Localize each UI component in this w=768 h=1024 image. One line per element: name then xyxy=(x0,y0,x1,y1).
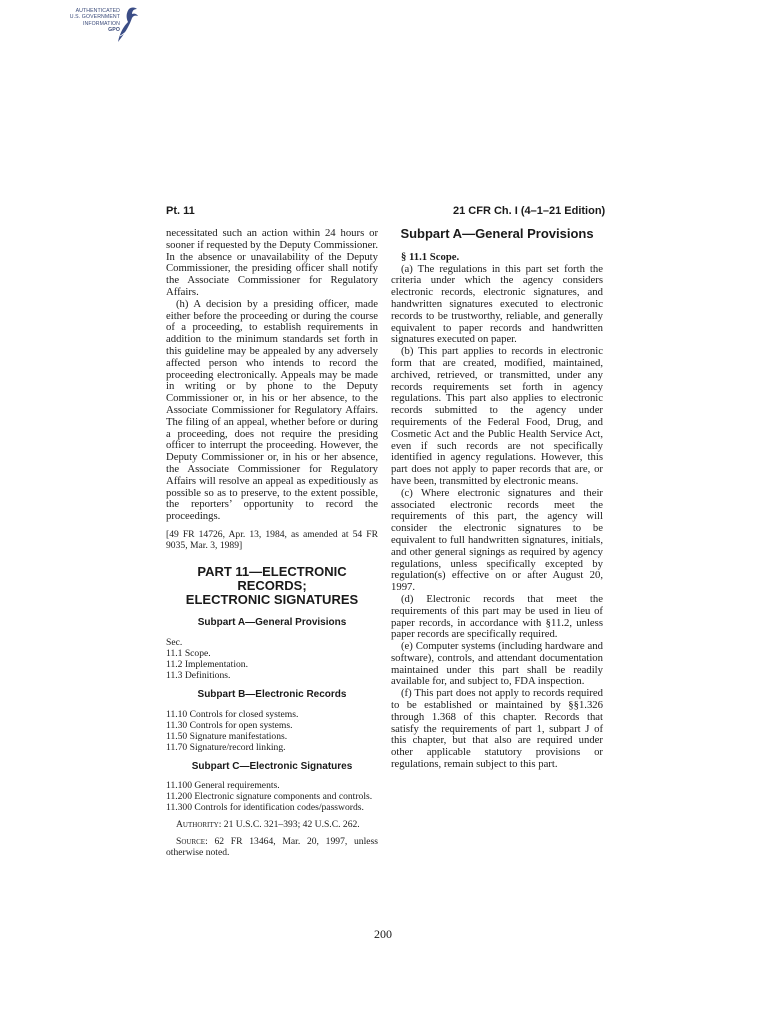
part-title-line: PART 11—ELECTRONIC RECORDS; xyxy=(197,563,347,593)
gpo-authentication-logo xyxy=(58,6,142,44)
paragraph-c: (c) Where electronic signatures and their associated electronic records meet the requirements of this part, the agency will consider the electronic signatures to be equivalent to full handwritten signatures, initials, and other general signings as required by agency regulations, unless specifically excepted by regulation(s) effective on or after August 20, 1997. xyxy=(391,486,603,594)
eagle-icon xyxy=(114,6,140,44)
running-header-left: Pt. 11 xyxy=(166,205,195,217)
source-label: Source xyxy=(176,836,206,848)
logo-line: U.S. GOVERNMENT xyxy=(69,14,120,21)
authority-text: : 21 U.S.C. 321–393; 42 U.S.C. 262. xyxy=(218,819,360,831)
part-title xyxy=(166,565,378,607)
right-column xyxy=(391,228,603,771)
toc-entry: 11.100 General requirements. xyxy=(166,780,280,792)
part-title-line: ELECTRONIC SIGNATURES xyxy=(185,591,359,607)
page-number: 200 xyxy=(374,927,392,941)
section-11-1-heading: § 11.1 Scope. xyxy=(401,250,460,263)
paragraph-f: (f) This part does not apply to records required to be established or maintained by §§1.326 through 1.368 of this chapter. Records that satisfy the requirements of part 1, subpart J of this chapter, but that also are required under other applicable statutory provisions or regulations, remain subject to this part. xyxy=(391,687,603,771)
toc-entry: 11.50 Signature manifestations. xyxy=(166,730,288,742)
toc-subpart-c-heading: Subpart C—Electronic Signatures xyxy=(191,760,353,772)
toc-subpart-a-heading: Subpart A—General Provisions xyxy=(197,616,347,628)
toc-entry: 11.300 Controls for identification codes/passwords. xyxy=(166,802,364,814)
toc-entry: 11.2 Implementation. xyxy=(166,658,248,670)
authority-label: Authority xyxy=(176,819,219,831)
toc-entry: 11.1 Scope. xyxy=(166,647,211,659)
paragraph-b: (b) This part applies to records in electronic form that are created, modified, maintained, archived, retrieved, or transmitted, under any records requirements set forth in agency regulations. This part also applies to electronic records submitted to the agency under requirements of the Federal Food, Drug, and Cosmetic Act and the Public Health Service Act, even if such records are not specifically identified in agency regulations. However, this part does not apply to paper records that are, or have been, transmitted by electronic means. xyxy=(391,345,603,487)
paragraph-a: (a) The regulations in this part set forth the criteria under which the agency considers electronic records, electronic signatures, and handwritten signatures executed to electronic records to be trustworthy, reliable, and generally equivalent to paper records and handwritten signatures executed on paper. xyxy=(391,262,603,346)
authority-note xyxy=(166,819,378,830)
logo-line: AUTHENTICATED xyxy=(75,8,120,14)
toc-subpart-c xyxy=(166,780,378,813)
source-note xyxy=(166,836,378,858)
toc-entry: 11.3 Definitions. xyxy=(166,669,231,681)
subpart-a-heading: Subpart A—General Provisions xyxy=(400,226,594,241)
paragraph-e: (e) Computer systems (including hardware and software), controls, and attendant documentation maintained under this part shall be readily available for, and subject to, FDA inspection. xyxy=(391,640,603,688)
paragraph-h: (h) A decision by a presiding officer, made either before the proceeding or during the course of a proceeding, to establish requirements in addition to the minimum standards set forth in this guideline may be appealed by any adversely affected person who intends to record the proceeding electronically. Appeals may be made in writing or by phone to the Deputy Commissioner or, in his or her absence, to the Associate Commissioner for Regulatory Affairs. The filing of an appeal, whether before or during a proceeding, does not require the presiding officer to interrupt the proceeding. However, the Deputy Commissioner or, in his or her absence, the Associate Commissioner for Regulatory Affairs will resolve an appeal as expeditiously as possible so as to preserve, to the extent possible, the reporters’ opportunity to record the proceedings. xyxy=(166,297,378,523)
toc-entry: 11.30 Controls for open systems. xyxy=(166,719,293,731)
toc-subpart-a xyxy=(166,637,378,681)
logo-gpo: GPO xyxy=(108,27,120,34)
paragraph-d: (d) Electronic records that meet the requirements of this part may be used in lieu of paper records, in accordance with §11.2, unless paper records are specifically required. xyxy=(391,592,603,641)
toc-sec-label: Sec. xyxy=(166,636,183,648)
source-citation: [49 FR 14726, Apr. 13, 1984, as amended at 54 FR 9035, Mar. 3, 1989] xyxy=(166,528,378,551)
toc-subpart-b-heading: Subpart B—Electronic Records xyxy=(197,688,347,700)
running-header-right: 21 CFR Ch. I (4–1–21 Edition) xyxy=(453,205,606,217)
toc-entry: 11.10 Controls for closed systems. xyxy=(166,708,299,720)
toc-entry: 11.70 Signature/record linking. xyxy=(166,741,286,753)
source-text: : 62 FR 13464, Mar. 20, 1997, unless otherwise noted. xyxy=(166,836,378,859)
toc-entry: 11.200 Electronic signature components and controls. xyxy=(166,791,373,803)
logo-text xyxy=(58,8,120,34)
logo-line: INFORMATION xyxy=(82,20,120,27)
paragraph-continued: necessitated such an action within 24 hours or sooner if requested by the Deputy Commissioner. In the absence or unavailability of the Deputy Commissioner, the presiding officer shall notify the Associate Commissioner for Regulatory Affairs. xyxy=(166,227,378,298)
toc-subpart-b xyxy=(166,709,378,753)
left-column xyxy=(166,228,378,858)
